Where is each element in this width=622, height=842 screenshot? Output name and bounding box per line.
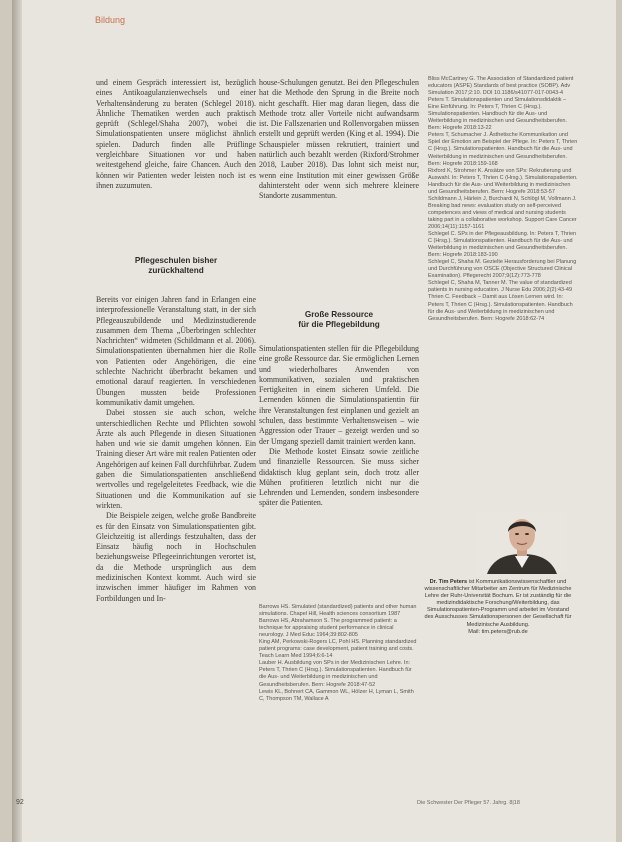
reference-item: King AM, Perkowski-Rogers LC, Pohl HS. Planning standardized patient programs: case development, patient training and costs. Teach Learn Med 1994;6:6-14 <box>259 639 417 660</box>
author-photo <box>477 512 567 574</box>
reference-item: Schlegel C. SPs in der Pflegeausbildung. In: Peters T, Thrien C (Hrsg.). Simulationspatienten. Handbuch für die Aus- und Weiterbildung in medizinischen und Gesundheitsberufen. Bern: Hogrefe 2018:183-190 <box>428 231 577 259</box>
subheading-line: Pflegeschulen bisher <box>134 256 218 265</box>
column-1 <box>96 78 256 191</box>
reference-item: Schlegel C, Shaha M. Gezielte Herausforderung bei Planung und Durchführung von OSCE (Objective Structured Clinical Examination). Pflegerecht 2007;9(12):773-778 <box>428 259 577 280</box>
subheading-pflegeschulen <box>96 256 256 276</box>
author-name: Dr. Tim Peters <box>429 579 468 585</box>
subheading-line: zurückhaltend <box>148 266 204 275</box>
reference-item: Schildmann J, Härlein J, Burchardi N, Schlögl M, Vollmann J. Breaking bad news: evaluation study on self-perceived competences and views of medical and nursing students taking part in a collaborative workshop. Support Care Cancer 2006;14(11):1157-1161 <box>428 195 577 230</box>
paragraph: und einem Gespräch interessiert ist, bezüglich eines Antikoagulanzienwechsels und einer Verhaltensänderung zu beraten (Schlegel 2018). Ähnliche Thematiken werden auch praktisch geprüft (Schlegel/Shaha 2007), wobei die Simulationspatienten unsere möglichst ähnlich spielen. Dadurch finden alle Prüflinge vergleichbare Situationen vor und haben weitestgehend gleiche, faire Chancen. Auch den können wir Patienten weder leisten noch ist es ihnen zuzumuten. <box>96 78 256 190</box>
reference-item: Schlegel C, Shaha M, Tanner M. The value of standardized patients in nursing education. J Nurse Edu 2006;2(2):43-49 <box>428 280 573 294</box>
author-bio <box>422 579 574 636</box>
author-description: ist Kommunikationswissenschaftler und wissenschaftlicher Mitarbeiter am Zentrum für Medizinische Lehre der Ruhr-Universität Bochum. Er ist zuständig für die medizindidaktische Forschung/Weiterbildung, das Simulationspatienten-Programm und arbeitet im Vorstand des Ausschusses Simulationspersonen der Gesellschaft für Medizinische Ausbildung. <box>424 579 572 628</box>
subheading-ressource <box>259 310 419 330</box>
page-gutter-shadow <box>12 0 22 842</box>
paragraph: house-Schulungen genutzt. Bei den Pflegeschulen hat die Methode den Sprung in die Breite noch nicht geschafft. Hier mag daran liegen, dass die Methode trotz aller Vorteile nicht aufwandsarm ist. Die Fallszenarien und Rollenvorgaben müssen erstellt und geprüft werden (King et al. 1994). Die Schauspieler müssen rekrutiert, trainiert und natürlich auch bezahlt werden (Rixford/Strohmer 2018, Lauber 2018). Das lohnt sich meist nur, wenn eine Institution mit einer gewissen Größe dahintersteht oder wenn sich mehrere kleinere Standorte zusammentun. <box>259 78 419 201</box>
reference-item: Bliss McCartney G. The Association of Standardized patient educators (ASPE) Standards of best practice (SOBP). Adv Simulation 2017;2:10. DOI 10.1186/s41077-017-0043-4 <box>428 76 574 97</box>
subheading-line: Große Ressource <box>304 310 374 319</box>
column-2-continued <box>259 344 419 509</box>
reference-item: Thrien C. Feedback – Damit aus Lösen Lernen wird. In: Peters T, Thrien C (Hrsg.). Simulationspatienten. Handbuch für die Aus- und Weiterbildung in medizinischen und Gesundheitsberufen. Bern: Hogrefe 2018:62-74 <box>428 294 573 322</box>
author-email: Mail: tim.peters@rub.de <box>468 628 528 635</box>
subheading-line: für die Pflegebildung <box>298 320 380 329</box>
journal-footer: Die Schwester Der Pfleger 57. Jahrg. 8|18 <box>417 800 520 806</box>
paragraph: Dabei stossen sie auch schon, welche unterschiedlichen Rechte und Pflichten sowohl Ärzte als auch Pflegende in diesen Situationen haben und wie sie damit umgehen können. Ein Training dieser Art wäre mit realen Patienten oder Angehörigen auf keinen Fall durchführbar. Zudem gaben die Simulationspatienten anschließend wertvolles und regelgeleitetes Feedback, wie die Situationen und die Kommunikation auf sie wirkten. <box>96 408 256 510</box>
reference-item: Barrows HS. Simulated (standardized) patients and other human simulations. Chapel Hill, Health sciences consortium 1987 <box>259 604 417 618</box>
reference-item: Barrows HS, Abrahamson S. The programmed patient: a technique for appraising student performance in clinical neurology. J Med Educ 1964;39:802-805 <box>259 618 397 639</box>
paragraph: Die Beispiele zeigen, welche große Bandbreite es für den Einsatz von Simulationspatienten gibt. Gleichzeitig ist allerdings festzuhalten, dass der Einsatz häufig noch in Hochschulen beziehungsweise Pflegeeinrichtungen verortet ist, da die Methode ursprünglich aus dem medizinischen Kontext kommt. Auch wird sie inzwischen immer häufiger im Rahmen von Fortbildungen und In- <box>96 511 256 603</box>
reference-item: Lewis KL, Bohnert CA, Gammon WL, Hölzer H, Lyman L, Smith C, Thompson TM, Wallace A <box>259 688 414 702</box>
references-column-2 <box>259 604 419 703</box>
section-label: Bildung <box>95 15 126 25</box>
references-column-3 <box>428 76 578 323</box>
column-1-continued <box>96 295 256 604</box>
reference-item: Lauber H. Ausbildung von SPs in der Medizinischen Lehre. In: Peters T, Thrien C (Hrsg.). Simulationspatienten. Handbuch für die Aus- und Weiterbildung in medizinischen und Gesundheitsberufen. Bern: Hogrefe 2018:47-52 <box>259 660 412 688</box>
reference-item: Peters T. Simulationspatienten und Simulationsdidaktik – Eine Einführung. In: Peters T, Thrien C (Hrsg.). Simulationspatienten. Handbuch für die Aus- und Weiterbildung in medizinischen und Gesundheitsberufen. Bern: Hogrefe 2018:13-22 <box>428 97 568 132</box>
page-number: 92 <box>16 799 24 806</box>
reference-item: Peters T, Schumacher J. Ästhetische Kommunikation und Spiel der Emotion am Beispiel der Pflege. In: Peters T, Thrien C (Hrsg.). Simulationspatienten. Handbuch für die Aus- und Weiterbildung in medizinischen und Gesundheitsberufen. Bern: Hogrefe 2018:159-168 <box>428 132 578 167</box>
paragraph: Die Methode kostet Einsatz sowie zeitliche und finanzielle Ressourcen. Sie muss sicher didaktisch klug geplant sein, doch trotz aller Mühen profitieren letztlich nicht nur die Lehrenden und Lernenden, sondern insbesondere später die Patienten. <box>259 446 419 508</box>
paragraph: Simulationspatienten stellen für die Pflegebildung eine große Ressource dar. Sie ermöglichen Lernen und wiederholbares Anwenden von kommunikativen, sozialen und praktischen Fertigkeiten in einem sicheren Umfeld. Die Lernenden können die Simulationspatientin für ihre Veranstaltungen fest einplanen und gezielt an schulen, dass bestimmte Verhaltensweisen – wie Aggression oder Trauer – gezeigt werden und so der Umgang speziell damit trainiert werden kann. <box>259 344 419 446</box>
column-2 <box>259 78 419 202</box>
paragraph: Bereits vor einigen Jahren fand in Erlangen eine interprofessionelle Veranstaltung statt, in der sich Pflegeauszubildende und Medizinstudierende zusammen dem Thema „Überbringen schlechter Nachrichten“ widmeten (Schildmann et al. 2006). Simulationspatienten übernahmen hier die Rolle von Patienten oder Angehörigen, die eine schlechte Nachricht überbracht bekamen und emotional darauf reagierten. In verschiedenen Übungen mussten beide Professionen kommunikativ damit umgehen. <box>96 295 256 407</box>
reference-item: Rixford K, Strohmer K. Ansätze von SPs: Rekrutierung und Auswahl. In: Peters T, Thrien C (Hrsg.). Simulationspatienten. Handbuch für die Aus- und Weiterbildung in medizinischen und Gesundheitsberufen. Bern: Hogrefe 2018:53-57 <box>428 167 578 195</box>
